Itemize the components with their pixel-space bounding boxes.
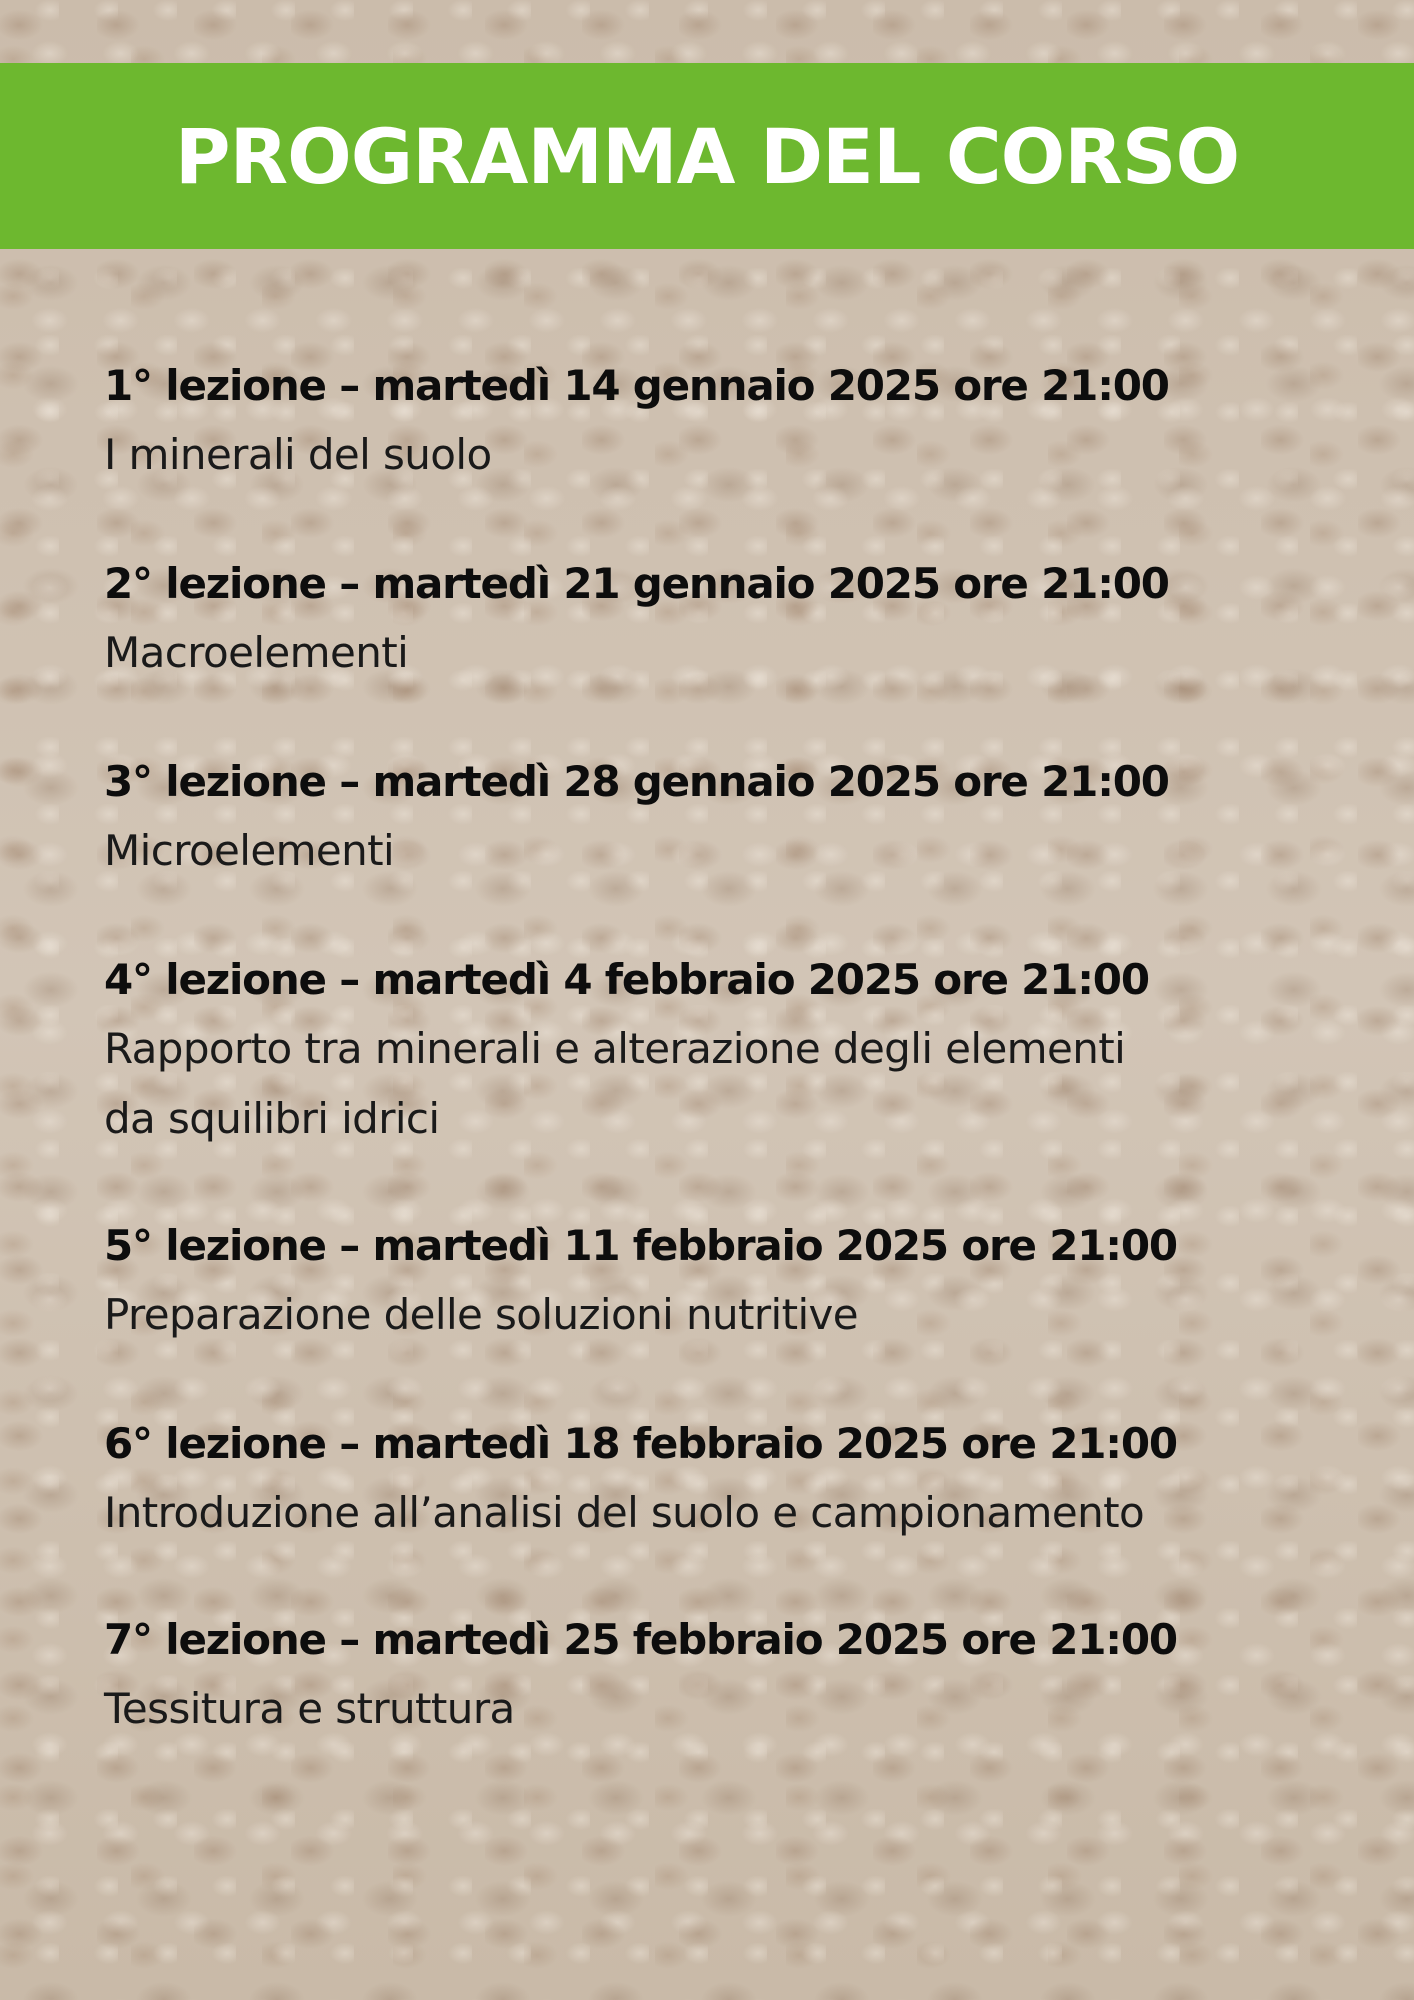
lesson-list	[104, 352, 1324, 1804]
lesson-item-1	[104, 352, 1324, 490]
lesson-topic: Microelementi	[104, 826, 395, 875]
lesson-topic: Preparazione delle soluzioni nutritive	[104, 1290, 859, 1339]
lesson-item-4	[104, 946, 1324, 1154]
lesson-item-3	[104, 748, 1324, 886]
lesson-topic: Rapporto tra minerali e alterazione degli elementi da squilibri idrici	[104, 1024, 1126, 1143]
lesson-heading: 4° lezione – martedì 4 febbraio 2025 ore 21:00	[104, 955, 1149, 1004]
lesson-heading: 1° lezione – martedì 14 gennaio 2025 ore 21:00	[104, 361, 1169, 410]
lesson-item-5	[104, 1212, 1324, 1350]
lesson-heading: 6° lezione – martedì 18 febbraio 2025 ore 21:00	[104, 1419, 1177, 1468]
lesson-heading: 3° lezione – martedì 28 gennaio 2025 ore 21:00	[104, 757, 1169, 806]
lesson-item-2	[104, 550, 1324, 688]
lesson-item-7	[104, 1606, 1324, 1744]
page-title: PROGRAMMA DEL CORSO	[174, 111, 1240, 201]
lesson-item-6	[104, 1410, 1324, 1548]
lesson-heading: 2° lezione – martedì 21 gennaio 2025 ore 21:00	[104, 559, 1169, 608]
lesson-topic: Tessitura e struttura	[104, 1684, 515, 1733]
header-banner	[0, 63, 1414, 249]
lesson-topic: Introduzione all’analisi del suolo e campionamento	[104, 1488, 1145, 1537]
lesson-topic: Macroelementi	[104, 628, 409, 677]
lesson-heading: 7° lezione – martedì 25 febbraio 2025 ore 21:00	[104, 1615, 1177, 1664]
lesson-heading: 5° lezione – martedì 11 febbraio 2025 ore 21:00	[104, 1221, 1177, 1270]
lesson-topic: I minerali del suolo	[104, 430, 492, 479]
